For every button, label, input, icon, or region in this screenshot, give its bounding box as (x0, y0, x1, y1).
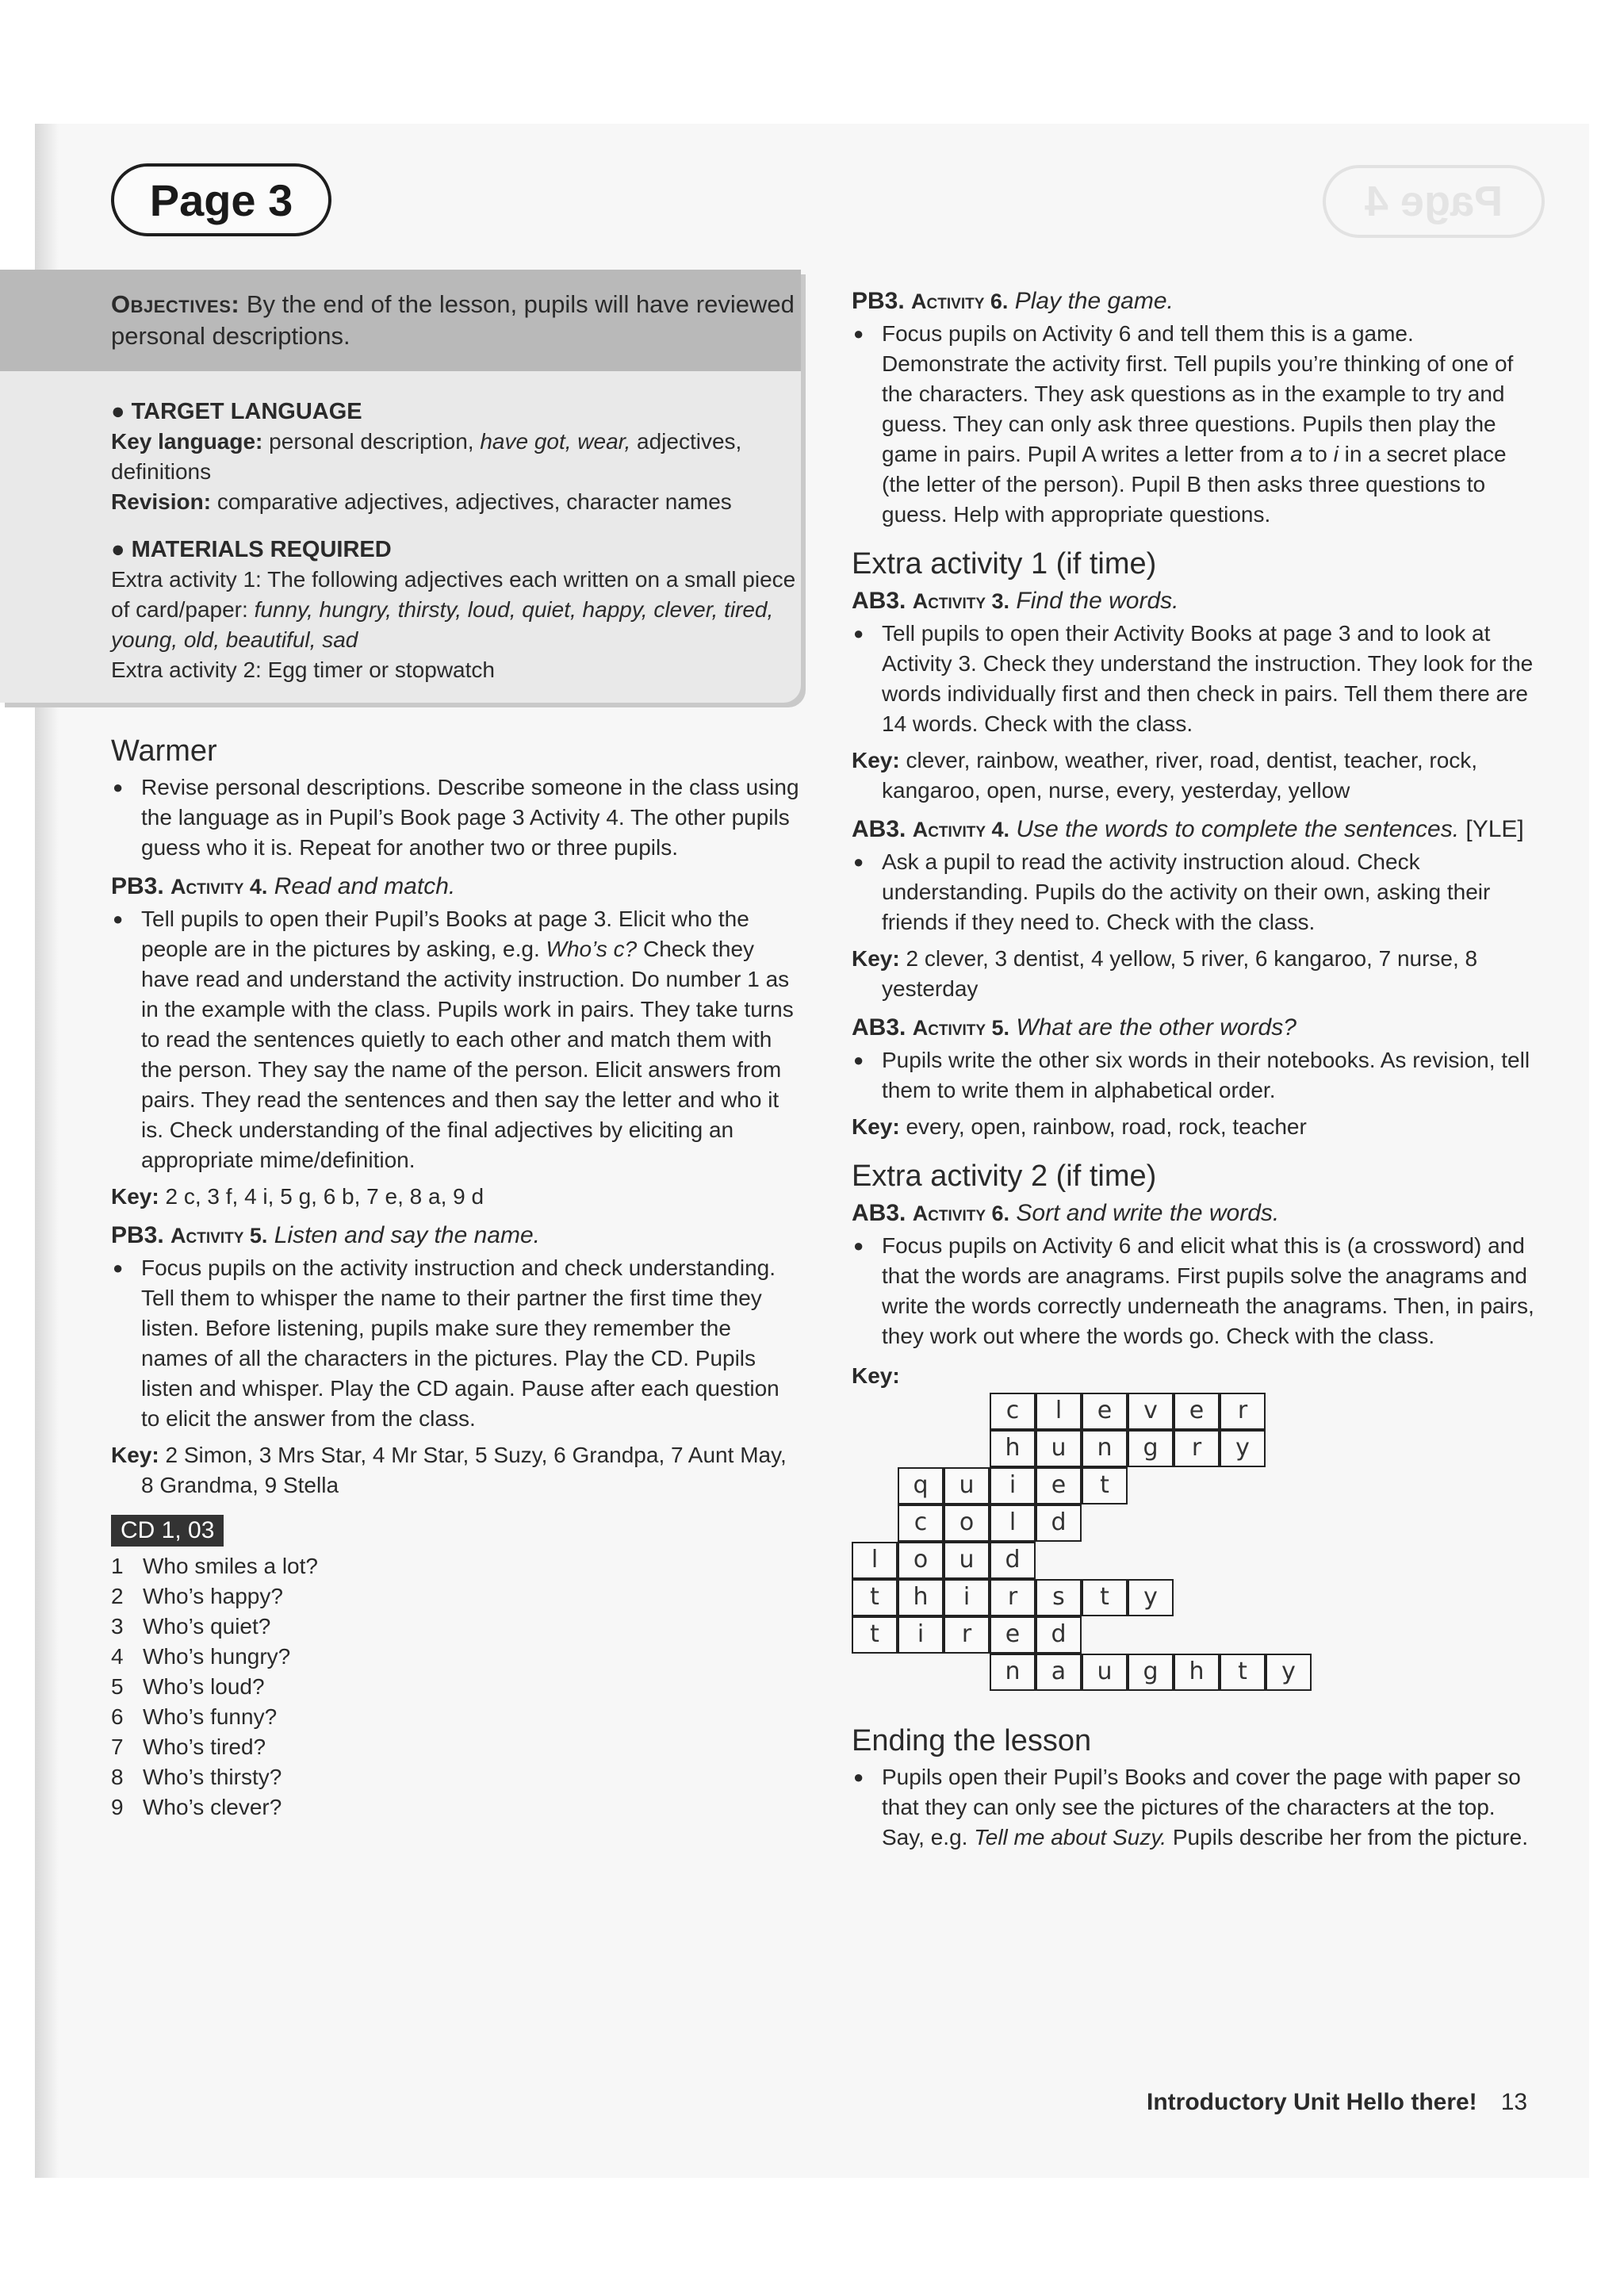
crossword-cell: c (990, 1393, 1036, 1430)
pb3-activity4-key: Key: 2 c, 3 f, 4 i, 5 g, 6 b, 7 e, 8 a, 9 d (111, 1184, 485, 1209)
cd-question (111, 1581, 801, 1612)
cd-question-text: Who’s hungry? (143, 1644, 291, 1669)
cd-track-tag: CD 1, 03 (111, 1515, 224, 1547)
cd-question-text: Who’s loud? (143, 1674, 265, 1699)
cd-question-text: Who smiles a lot? (143, 1554, 318, 1578)
cd-question-number: 7 (111, 1734, 124, 1759)
cd-question-number: 5 (111, 1674, 124, 1699)
left-column (111, 270, 801, 1823)
cd-question (111, 1551, 801, 1581)
ab3-activity6-text: ● Focus pupils on Activity 6 and elicit what this is (a crossword) and that the words are anagrams. First pupils solve the anagrams and write the words correctly underneath the anagrams. Then, in pairs, they work out where the words go. Check with the class. (852, 1231, 1542, 1351)
crossword-cell: t (852, 1616, 898, 1654)
page-footer (1147, 2089, 1527, 2116)
crossword-cell: r (944, 1616, 990, 1654)
materials-heading: ● MATERIALS REQUIRED (111, 537, 392, 562)
cd-question-number: 4 (111, 1644, 124, 1669)
page-badge: Page 3 (111, 163, 331, 236)
crossword-cell: o (944, 1504, 990, 1542)
ending-heading: Ending the lesson (852, 1724, 1092, 1757)
crossword-cell: i (990, 1467, 1036, 1504)
cd-question (111, 1642, 801, 1672)
show-through-badge: Page 4 (1323, 165, 1545, 238)
cd-question-text: Who’s clever? (143, 1795, 282, 1819)
page-number: 13 (1500, 2089, 1528, 2115)
cd-question (111, 1732, 801, 1762)
footer-unit-title: Introductory Unit Hello there! (1147, 2089, 1477, 2115)
cd-question-number: 3 (111, 1614, 124, 1639)
cd-question (111, 1612, 801, 1642)
pb3-activity6-heading: PB3. Activity 6. Play the game. (852, 288, 1174, 314)
crossword-cell: d (1036, 1616, 1082, 1654)
ab3-activity5-heading: AB3. Activity 5. What are the other words? (852, 1014, 1297, 1041)
warmer-text: ● Revise personal descriptions. Describe someone in the class using the language as in Pupil’s Book page 3 Activity 4. The other pupils guess who it is. Repeat for another two or three pupils. (111, 772, 801, 863)
warmer-heading: Warmer (111, 734, 217, 768)
cd-question (111, 1762, 801, 1792)
ab3-activity3-text: ● Tell pupils to open their Activity Books at page 3 and to look at Activity 3. Check they understand the instruction. They look for the words individually first and then check in pairs. Tell them there are 14 words. Check with the class. (852, 619, 1542, 739)
crossword-cell: l (990, 1504, 1036, 1542)
cd-question (111, 1702, 801, 1732)
crossword-cell: h (1174, 1654, 1220, 1691)
revision-line: Revision: comparative adjectives, adjectives, character names (111, 489, 732, 514)
crossword-cell: t (852, 1579, 898, 1616)
materials-extra2: Extra activity 2: Egg timer or stopwatch (111, 657, 495, 682)
crossword-cell: t (1220, 1654, 1266, 1691)
ab3-activity3-key: Key: clever, rainbow, weather, river, road, dentist, teacher, rock, kangaroo, open, nurse, every, yesterday, yellow (852, 748, 1478, 803)
crossword-cell: u (944, 1467, 990, 1504)
cd-question-number: 6 (111, 1704, 124, 1729)
crossword-cell: e (1036, 1467, 1082, 1504)
cd-question-list (111, 1551, 801, 1823)
cd-question-text: Who’s funny? (143, 1704, 278, 1729)
cd-question-text: Who’s happy? (143, 1584, 283, 1608)
ab3-activity5-key: Key: every, open, rainbow, road, rock, teacher (852, 1114, 1307, 1139)
crossword-cell: r (990, 1579, 1036, 1616)
crossword-cell: h (898, 1579, 944, 1616)
cd-question (111, 1792, 801, 1823)
crossword-cell: e (1174, 1393, 1220, 1430)
objectives-label: Objectives: (111, 290, 240, 318)
crossword-cell: t (1082, 1579, 1128, 1616)
crossword-cell: l (1036, 1393, 1082, 1430)
crossword-cell: y (1128, 1579, 1174, 1616)
target-language-heading: ● TARGET LANGUAGE (111, 399, 362, 424)
extra-activity2-heading: Extra activity 2 (if time) (852, 1159, 1157, 1193)
pb3-activity6-text: ● Focus pupils on Activity 6 and tell them this is a game. Demonstrate the activity first. Tell pupils you’re thinking of one of the characters. They ask questions as in the example to try and guess. They can only ask three questions. Pupils then play the game in pairs. Pupil A writes a letter from a to i in a secret place (the letter of the person). Pupil B then asks three questions to guess. Help with appropriate questions. (852, 319, 1542, 530)
ab3-activity5-text: ● Pupils write the other six words in their notebooks. As revision, tell them to write them in alphabetical order. (852, 1045, 1542, 1106)
ab3-activity4-key: Key: 2 clever, 3 dentist, 4 yellow, 5 river, 6 kangaroo, 7 nurse, 8 yesterday (852, 946, 1478, 1001)
crossword-key (852, 1393, 1367, 1691)
objectives-text: By the end of the lesson, pupils will have reviewed personal descriptions. (111, 290, 795, 350)
crossword-cell: u (944, 1542, 990, 1579)
crossword-cell: r (1220, 1393, 1266, 1430)
ending-text: ● Pupils open their Pupil’s Books and cover the page with paper so that they can only see the pictures of the characters at the top. Say, e.g. Tell me about Suzy. Pupils describe her from the picture. (852, 1762, 1542, 1853)
right-column (852, 286, 1542, 1853)
pb3-activity5-text: ● Focus pupils on the activity instruction and check understanding. Tell them to whisper the name to their partner the first time they listen. Before listening, pupils make sure they remember the names of all the characters in the pictures. Play the CD. Pupils listen and whisper. Play the CD again. Pause after each question to elicit the answer from the class. (111, 1253, 801, 1434)
crossword-cell: r (1174, 1430, 1220, 1467)
crossword-cell: d (990, 1542, 1036, 1579)
cd-question-text: Who’s quiet? (143, 1614, 271, 1639)
ab3-activity4-text: ● Ask a pupil to read the activity instruction aloud. Check understanding. Pupils do the activity on their own, asking their friends if they need to. Check with the class. (852, 847, 1542, 937)
crossword-cell: l (852, 1542, 898, 1579)
crossword-cell: u (1036, 1430, 1082, 1467)
cd-question (111, 1672, 801, 1702)
crossword-cell: h (990, 1430, 1036, 1467)
crossword-cell: a (1036, 1654, 1082, 1691)
crossword-cell: g (1128, 1654, 1174, 1691)
pb3-activity4-heading: PB3. Activity 4. Read and match. (111, 873, 456, 899)
materials-extra1: Extra activity 1: The following adjectives each written on a small piece of card/paper: funny, hungry, thirsty, loud, quiet, happy, clever, tired, young, old, beautiful, sad (111, 567, 796, 652)
key-language: Key language: personal description, have got, wear, adjectives, definitions (111, 429, 742, 484)
pb3-activity5-key: Key: 2 Simon, 3 Mrs Star, 4 Mr Star, 5 Suzy, 6 Grandpa, 7 Aunt May, 8 Grandma, 9 Stella (111, 1443, 787, 1497)
pb3-activity4-text: ● Tell pupils to open their Pupil’s Books at page 3. Elicit who the people are in the pictures by asking, e.g. Who’s c? Check they have read and understand the activity instruction. Do number 1 as in the example with the class. Pupils work in pairs. They take turns to read the sentences quietly to each other and match them with the person. They say the name of the person. Elicit answers from pairs. They read the sentences and then say the letter and who it is. Check understanding of the final adjectives by eliciting an appropriate mime/definition. (111, 904, 801, 1175)
crossword-cell: q (898, 1467, 944, 1504)
pb3-activity5-heading: PB3. Activity 5. Listen and say the name. (111, 1222, 540, 1248)
crossword-cell: i (898, 1616, 944, 1654)
cd-question-text: Who’s thirsty? (143, 1765, 282, 1789)
crossword-cell: v (1128, 1393, 1174, 1430)
cd-question-number: 9 (111, 1795, 124, 1819)
crossword-cell: e (990, 1616, 1036, 1654)
ab3-activity4-heading: AB3. Activity 4. Use the words to complete the sentences. [YLE] (852, 816, 1524, 842)
objectives-box (0, 270, 801, 703)
crossword-cell: d (1036, 1504, 1082, 1542)
extra-activity1-heading: Extra activity 1 (if time) (852, 547, 1157, 581)
crossword-cell: n (990, 1654, 1036, 1691)
crossword-cell: t (1082, 1467, 1128, 1504)
ab3-activity6-key-label: Key: (852, 1363, 900, 1388)
objectives-header (0, 270, 801, 371)
crossword-cell: o (898, 1542, 944, 1579)
ab3-activity3-heading: AB3. Activity 3. Find the words. (852, 588, 1179, 614)
crossword-cell: c (898, 1504, 944, 1542)
ab3-activity6-heading: AB3. Activity 6. Sort and write the words. (852, 1200, 1280, 1226)
crossword-cell: n (1082, 1430, 1128, 1467)
cd-question-number: 8 (111, 1765, 124, 1789)
crossword-cell: s (1036, 1579, 1082, 1616)
cd-question-text: Who’s tired? (143, 1734, 266, 1759)
cd-question-number: 2 (111, 1584, 124, 1608)
cd-question-number: 1 (111, 1554, 124, 1578)
crossword-cell: y (1220, 1430, 1266, 1467)
crossword-cell: i (944, 1579, 990, 1616)
crossword-cell: y (1266, 1654, 1312, 1691)
crossword-cell: g (1128, 1430, 1174, 1467)
crossword-cell: u (1082, 1654, 1128, 1691)
crossword-cell: e (1082, 1393, 1128, 1430)
